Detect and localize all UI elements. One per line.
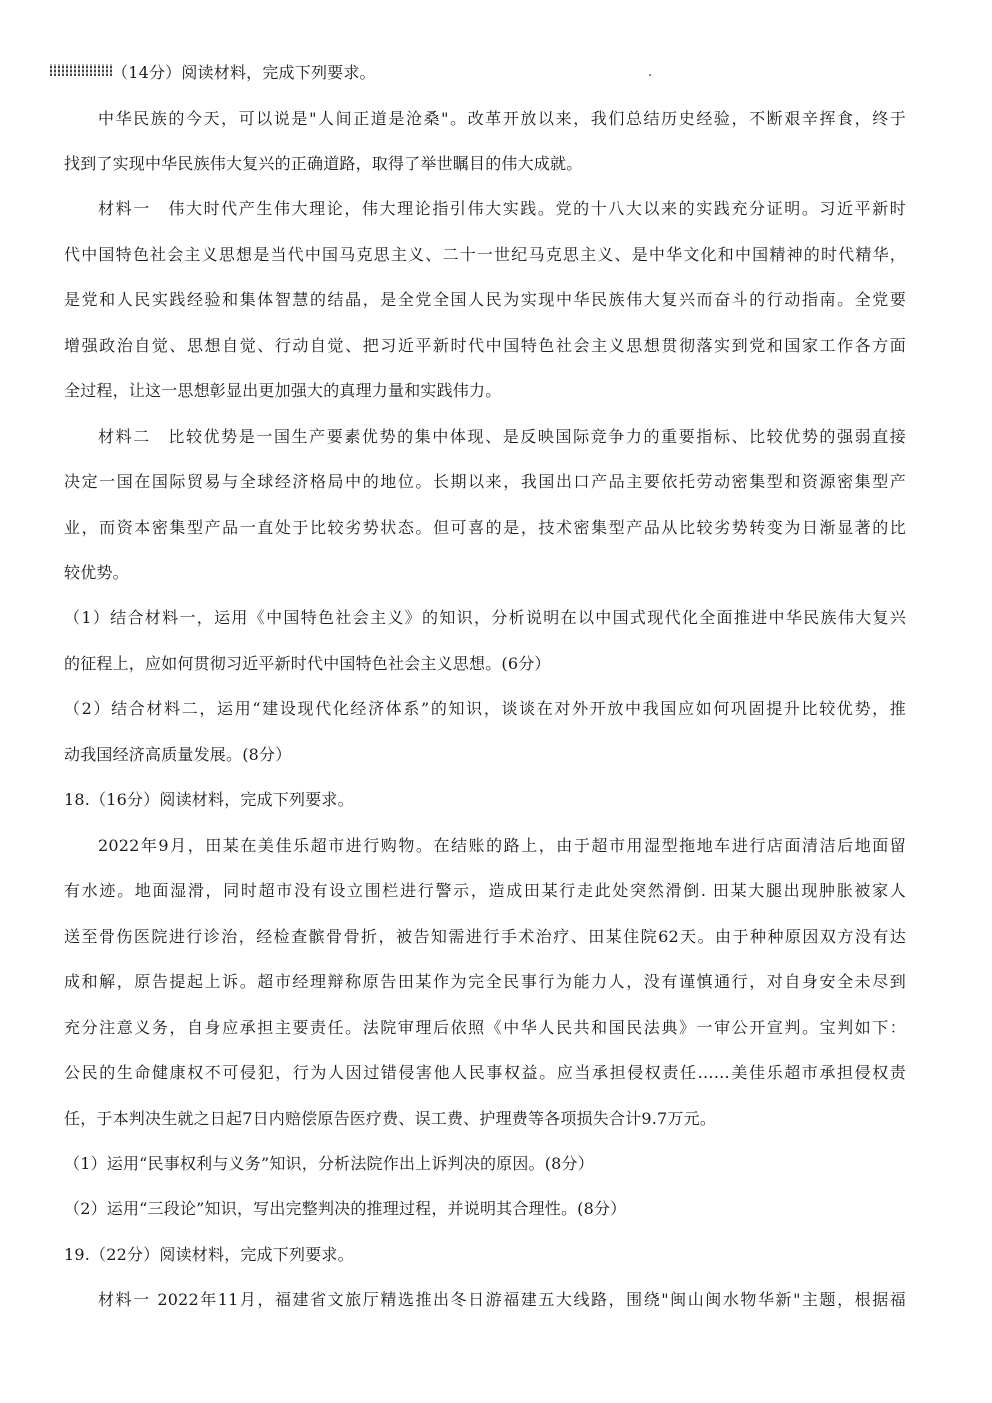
case-line-1: 2022年9月，田某在美佳乐超市进行购物。在结账的路上，由于超市用湿型拖地车进行店面清洁后地面留 bbox=[98, 836, 906, 855]
q17-part-2-line-1: （2）结合材料二，运用“建设现代化经济体系”的知识，谈谈在对外开放中我国应如何巩固提升比较优势，推 bbox=[64, 699, 906, 718]
material-2-line-2: 决定一国在国际贸易与全球经济格局中的地位。长期以来，我国出口产品主要依托劳动密集型和资源密集型产 bbox=[64, 472, 906, 491]
intro-line-1: 中华民族的今天，可以说是"人间正道是沧桑"。改革开放以来，我们总结历史经验，不断艰辛挥食，终于 bbox=[98, 109, 906, 128]
material-1-line-2: 代中国特色社会主义思想是当代中国马克思主义、二十一世纪马克思主义、是中华文化和中国精神的时代精华， bbox=[64, 245, 906, 264]
scan-speck bbox=[649, 74, 651, 76]
material-2-line-1: 材料二 比较优势是一国生产要素优势的集中体现、是反映国际竞争力的重要指标、比较优势的强弱直接 bbox=[98, 427, 906, 446]
case-line-6: 公民的生命健康权不可侵犯，行为人因过错侵害他人民事权益。应当承担侵权责任……美佳乐超市承担侵权责 bbox=[64, 1063, 906, 1082]
case-line-7: 任，于本判决生就之日起7日内赔偿原告医疗费、误工费、护理费等各项损失合计9.7万元。 bbox=[64, 1109, 717, 1128]
material-1-line-4: 增强政治自觉、思想自觉、行动自觉、把习近平新时代中国特色社会主义思想贯彻落实到党和国家工作各方面 bbox=[64, 336, 906, 355]
material-2-line-4: 较优势。 bbox=[64, 563, 129, 582]
case-line-5: 充分注意义务，自身应承担主要责任。法院审理后依照《中华人民共和国民法典》一审公开宣判。宝判如下： bbox=[64, 1018, 906, 1037]
material-2-line-3: 业，而资本密集型产品一直处于比较劣势状态。但可喜的是，技术密集型产品从比较劣势转变为日渐显著的比 bbox=[64, 518, 906, 537]
question-18-heading: 18.（16分）阅读材料，完成下列要求。 bbox=[64, 790, 354, 809]
q17-part-1-line-1: （1）结合材料一，运用《中国特色社会主义》的知识，分析说明在以中国式现代化全面推进中华民族伟大复兴 bbox=[64, 608, 906, 627]
material-1-line-5: 全过程，让这一思想彰显出更加强大的真理力量和实践伟力。 bbox=[64, 381, 502, 400]
question-19-heading: 19.（22分）阅读材料，完成下列要求。 bbox=[64, 1245, 354, 1264]
q18-part-2: （2）运用“三段论”知识，写出完整判决的推理过程，并说明其合理性。(8分） bbox=[64, 1199, 627, 1218]
case-line-3: 送至骨伤医院进行诊治，经检查髌骨骨折，被告知需进行手术治疗、田某住院62天。由于种种原因双方没有达 bbox=[64, 927, 906, 946]
q19-material-1-line-1: 材料一 2022年11月，福建省文旅厅精选推出冬日游福建五大线路，围绕"闽山闽水物华新"主题，根据福 bbox=[98, 1290, 906, 1309]
intro-line-2: 找到了实现中华民族伟大复兴的正确道路，取得了举世瞩目的伟大成就。 bbox=[64, 154, 583, 173]
case-line-2: 有水迹。地面湿滑，同时超市没有设立围栏进行警示，造成田某行走此处突然滑倒. 田某大腿出现肿胀被家人 bbox=[64, 881, 906, 900]
q18-part-1: （1）运用“民事权利与义务”知识，分析法院作出上诉判决的原因。(8分） bbox=[64, 1154, 594, 1173]
scan-artifact-mark bbox=[50, 64, 112, 76]
question-17-heading: （14分）阅读材料，完成下列要求。 bbox=[112, 63, 376, 82]
material-1-line-3: 是党和人民实践经验和集体智慧的结晶，是全党全国人民为实现中华民族伟大复兴而奋斗的行动指南。全党要 bbox=[64, 290, 906, 309]
material-1-line-1: 材料一 伟大时代产生伟大理论，伟大理论指引伟大实践。党的十八大以来的实践充分证明。习近平新时 bbox=[98, 199, 906, 218]
case-line-4: 成和解，原告提起上诉。超市经理辩称原告田某作为完全民事行为能力人，没有谨慎通行，对自身安全未尽到 bbox=[64, 972, 906, 991]
q17-part-2-line-2: 动我国经济高质量发展。(8分） bbox=[64, 745, 292, 764]
q17-part-1-line-2: 的征程上，应如何贯彻习近平新时代中国特色社会主义思想。(6分） bbox=[64, 654, 551, 673]
